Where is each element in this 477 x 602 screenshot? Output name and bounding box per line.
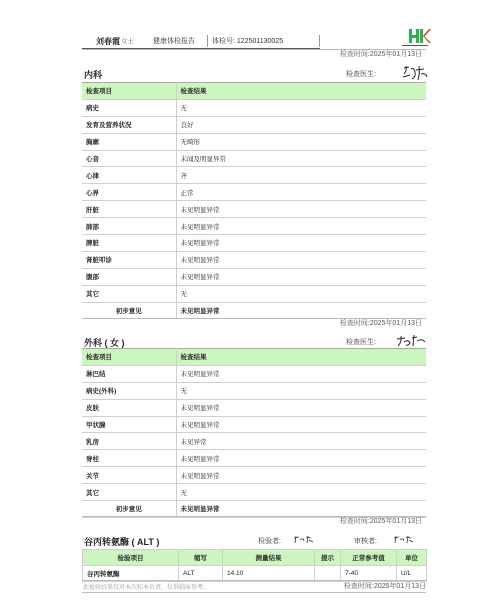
row-item: 皮肤: [82, 399, 176, 416]
row-result: 未见明显异常: [176, 218, 426, 235]
table-row: [82, 99, 426, 116]
waike-table: [82, 348, 426, 518]
row-result: 未见异常: [176, 433, 426, 450]
row-item: 肺部: [82, 218, 176, 235]
row-result: 未见明显异常: [176, 399, 426, 416]
cell-unit: U/L: [397, 566, 427, 582]
table-row: [82, 416, 426, 433]
row-item: 心律: [82, 167, 176, 184]
summary-row: [82, 302, 426, 319]
row-item: 胸廓: [82, 133, 176, 150]
alt-table: [82, 549, 427, 582]
col-header-item: 检查项目: [82, 349, 176, 366]
table-row: [82, 382, 426, 399]
table-row: [82, 167, 426, 184]
reviewer-label: 审核者:: [354, 538, 377, 545]
row-item: 心界: [82, 184, 176, 201]
col-header-result: 检查结果: [176, 83, 426, 100]
row-result: 未见明显异常: [176, 416, 426, 433]
table-row: [82, 365, 426, 382]
row-item: 乳房: [82, 433, 176, 450]
check-time: 检查时间:2025年01月13日: [343, 583, 426, 590]
row-result: 良好: [176, 116, 426, 133]
doctor-signature-icon: [400, 64, 430, 82]
table-row: [82, 450, 426, 467]
table-row: [82, 285, 426, 302]
check-time: 检查时间:2025年01月13日: [82, 49, 426, 60]
row-item: 其它: [82, 285, 176, 302]
table-header-row: [82, 349, 426, 366]
divider: [82, 592, 426, 593]
col-header-test-item: 检验项目: [83, 550, 179, 566]
row-item: 肝脏: [82, 201, 176, 218]
neike-title: 内科: [84, 70, 103, 80]
row-item: 心音: [82, 150, 176, 167]
row-item: 脊柱: [82, 450, 176, 467]
table-row: [82, 484, 426, 501]
row-result: 未见明显异常: [176, 268, 426, 285]
table-header-row: [82, 83, 426, 100]
col-header-abbr: 缩写: [179, 550, 223, 566]
tester-signature-icon: [292, 534, 314, 545]
tester-label: 检验者:: [258, 538, 281, 545]
table-row: [82, 218, 426, 235]
doctor-signature-icon: [395, 334, 427, 348]
row-item: 关节: [82, 467, 176, 484]
neike-doctor-label: 检查医生:: [346, 71, 376, 78]
row-result: 未闻及明显异常: [176, 150, 426, 167]
table-row: [82, 133, 426, 150]
row-result: 无畸形: [176, 133, 426, 150]
row-result: 无: [176, 285, 426, 302]
col-header-unit: 单位: [397, 550, 427, 566]
col-header-item: 检查项目: [82, 83, 176, 100]
reviewer-signature-icon: [392, 534, 414, 545]
row-item: 肾脏叩诊: [82, 251, 176, 268]
row-result: 齐: [176, 167, 426, 184]
header-divider: [319, 35, 320, 47]
table-row: [82, 268, 426, 285]
table-row: [82, 433, 426, 450]
table-row: [82, 184, 426, 201]
table-row: [82, 467, 426, 484]
neike-section-header: [82, 67, 426, 80]
patient-gender: 女士: [121, 38, 134, 45]
col-header-result: 检查结果: [176, 349, 426, 366]
alt-title: 谷丙转氨酶 ( ALT ): [84, 537, 160, 547]
row-item: 病史(外科): [82, 382, 176, 399]
hk-logo-icon: [407, 26, 431, 46]
summary-value: 未见明显异常: [176, 501, 426, 518]
cell-measured: 14.10: [223, 566, 315, 582]
waike-doctor-label: 检查医生:: [346, 339, 376, 346]
row-result: 未见明显异常: [176, 365, 426, 382]
check-time: 检查时间:2025年01月13日: [82, 318, 426, 329]
row-item: 病史: [82, 99, 176, 116]
table-row: [82, 399, 426, 416]
report-title: 健康体检报告: [153, 38, 195, 45]
row-item: 其它: [82, 484, 176, 501]
table-row: [82, 251, 426, 268]
header-divider: [207, 35, 208, 47]
logo-underline: [402, 45, 428, 46]
alt-section-header: [82, 533, 426, 547]
table-row: [82, 150, 426, 167]
row-result: 未见明显异常: [176, 201, 426, 218]
col-header-reference: 正常参考值: [341, 550, 397, 566]
summary-label: 初步意见: [82, 302, 176, 319]
patient-name: 刘春霞: [96, 37, 120, 46]
row-result: 正常: [176, 184, 426, 201]
table-header-row: [83, 550, 427, 566]
check-time: 检查时间:2025年01月13日: [82, 516, 426, 527]
row-item: 发育及营养状况: [82, 116, 176, 133]
row-item: 甲状腺: [82, 416, 176, 433]
table-row: [82, 235, 426, 252]
summary-label: 初步意见: [82, 501, 176, 518]
cell-abbr: ALT: [179, 566, 223, 582]
row-result: 未见明显异常: [176, 467, 426, 484]
row-result: 未见明显异常: [176, 235, 426, 252]
row-item: 腹部: [82, 268, 176, 285]
row-result: 无: [176, 484, 426, 501]
summary-value: 未见明显异常: [176, 302, 426, 319]
row-item: 脾脏: [82, 235, 176, 252]
waike-title: 外科 ( 女 ): [84, 338, 125, 348]
row-result: 无: [176, 99, 426, 116]
row-result: 无: [176, 382, 426, 399]
cell-reference: 7-40: [341, 566, 397, 582]
row-result: 未见明显异常: [176, 450, 426, 467]
row-item: 淋巴结: [82, 365, 176, 382]
table-row: [82, 116, 426, 133]
summary-row: [82, 501, 426, 518]
waike-section-header: [82, 335, 426, 348]
neike-table: [82, 82, 426, 319]
col-header-measured: 测量结果: [223, 550, 315, 566]
cell-test-item: 谷丙转氨酶: [83, 566, 179, 582]
exam-number: 体检号: 122501130025: [212, 38, 284, 45]
col-header-hint: 提示: [315, 550, 341, 566]
table-row: [82, 201, 426, 218]
report-header: [82, 33, 426, 49]
footnote: 此检验结果仅对本次标本负责，仅供临床参考。: [83, 585, 210, 591]
row-result: 未见明显异常: [176, 251, 426, 268]
